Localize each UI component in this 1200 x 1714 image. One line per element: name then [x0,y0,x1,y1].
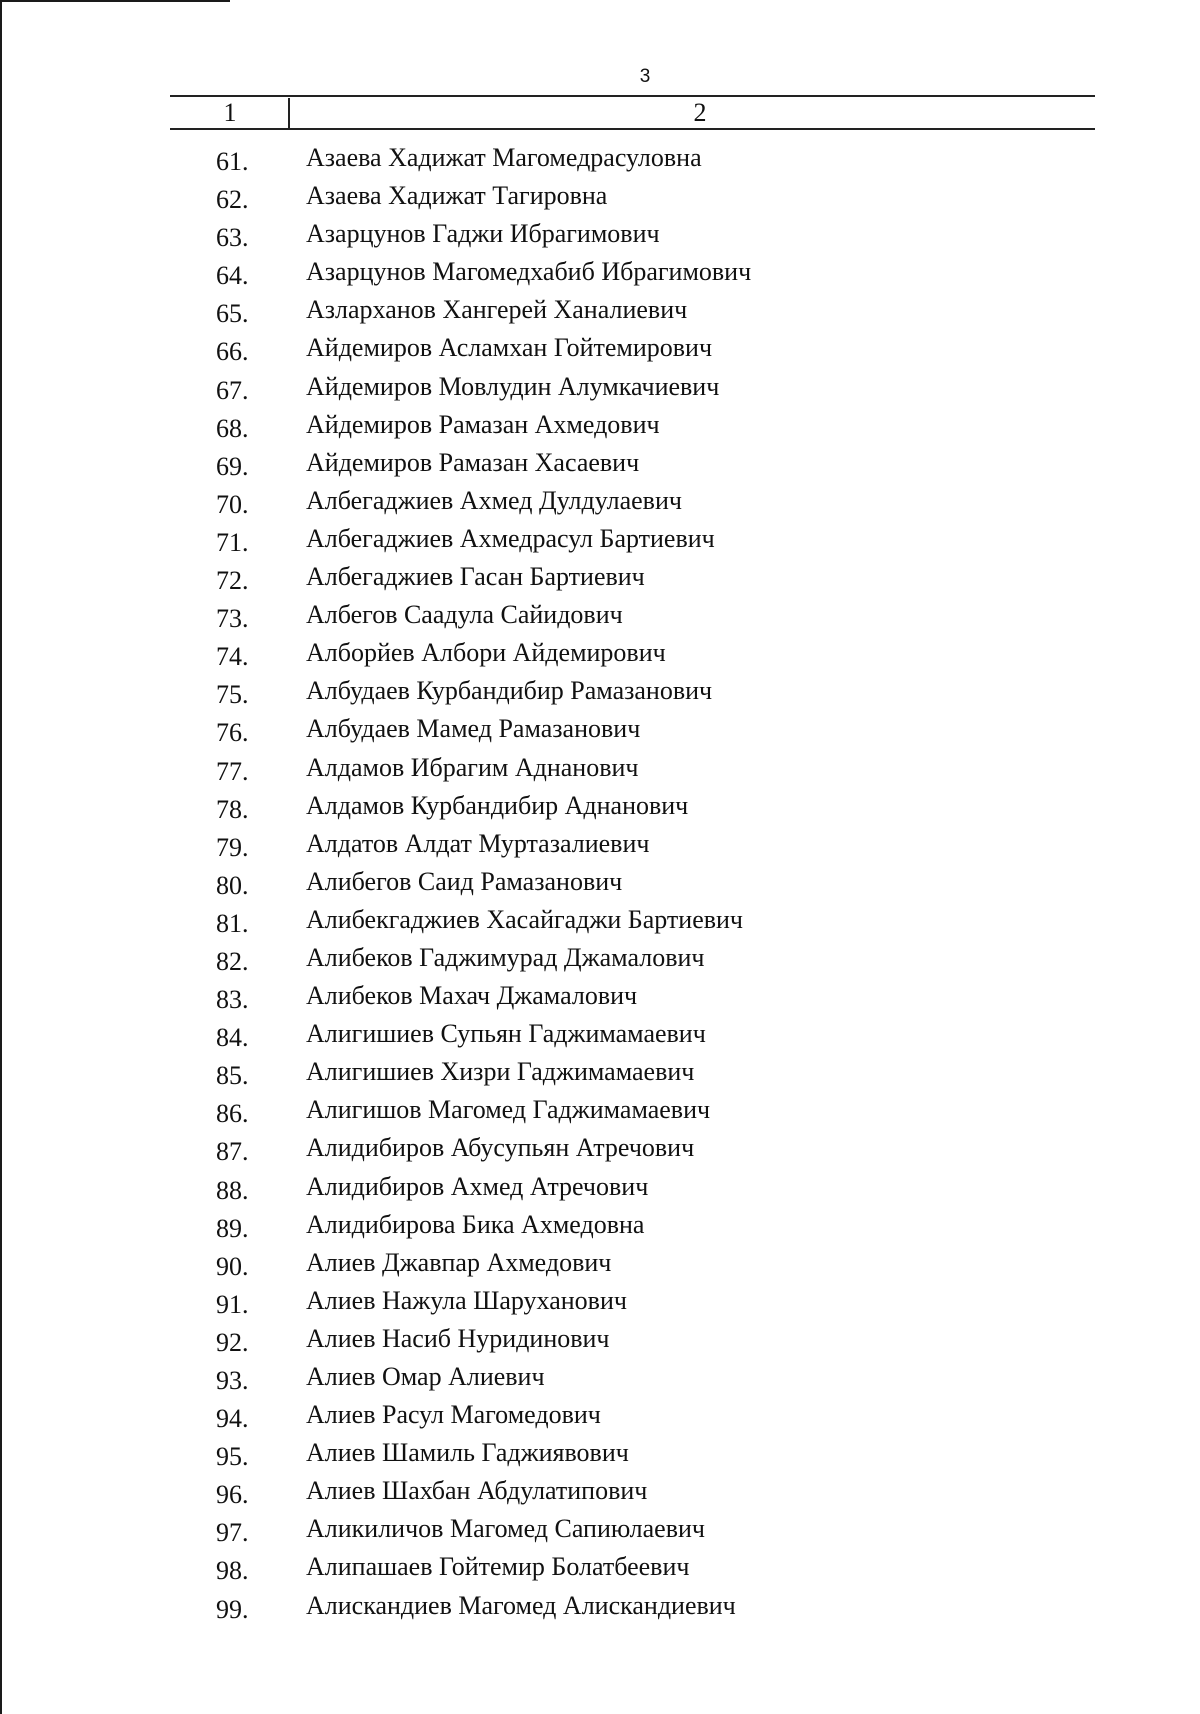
list-item [0,257,1200,295]
list-item-name: Алигишиев Хизри Гаджимамаевич [306,1057,695,1087]
list-item [0,1095,1200,1133]
list-item-name: Алибекгаджиев Хасайгаджи Бартиевич [306,904,743,934]
list-item-number: 85. [216,1061,249,1091]
list-item [0,1362,1200,1400]
list-item-name: Алибеков Махач Джамалович [306,981,638,1011]
list-item [0,714,1200,752]
list-item [0,1133,1200,1171]
list-item-number: 95. [216,1442,249,1472]
list-item [0,486,1200,524]
table-header-bottom-rule [170,128,1095,130]
list-item [0,143,1200,181]
list-item [0,333,1200,371]
list-item-number: 90. [216,1251,249,1281]
list-item-number: 69. [216,451,249,481]
list-item-number: 74. [216,642,249,672]
list-item-name: Алигишиев Супьян Гаджимамаевич [306,1019,706,1049]
list-item [0,1286,1200,1324]
list-item-name: Айдемиров Мовлудин Алумкачиевич [306,371,720,401]
list-item [0,905,1200,943]
list-item-name: Алдамов Курбандибир Аднанович [306,790,689,820]
list-item-name: Азарцунов Магомедхабиб Ибрагимович [306,257,752,287]
list-item-number: 86. [216,1099,249,1129]
list-item-name: Алипашаев Гойтемир Болатбеевич [306,1552,690,1582]
list-item [0,372,1200,410]
list-item [0,1210,1200,1248]
list-item-name: Айдемиров Асламхан Гойтемирович [306,333,713,363]
list-item [0,943,1200,981]
list-item-name: Албудаев Мамед Рамазанович [306,714,641,744]
list-item-name: Алдатов Алдат Муртазалиевич [306,828,650,858]
list-item-number: 99. [216,1594,249,1624]
list-item-name: Алигишов Магомед Гаджимамаевич [306,1095,711,1125]
list-item-number: 84. [216,1023,249,1053]
list-item [0,1019,1200,1057]
list-item-name: Айдемиров Рамазан Хасаевич [306,447,640,477]
list-item-number: 94. [216,1404,249,1434]
list-item-number: 78. [216,794,249,824]
list-item-number: 96. [216,1480,249,1510]
list-item [0,1476,1200,1514]
list-item-name: Аликиличов Магомед Сапиюлаевич [306,1514,705,1544]
list-item [0,1400,1200,1438]
list-item-number: 98. [216,1556,249,1586]
list-item [0,1172,1200,1210]
page-number: 3 [639,66,651,87]
list-item-name: Алискандиев Магомед Алискандиевич [306,1590,736,1620]
list-item [0,1591,1200,1629]
list-item-name: Алборйев Албори Айдемирович [306,638,666,668]
list-item-number: 97. [216,1518,249,1548]
list-item-name: Алиев Омар Алиевич [306,1362,545,1391]
list-item [0,867,1200,905]
list-item [0,981,1200,1019]
list-item-number: 80. [216,870,249,900]
list-item-name: Албегов Саадула Сайидович [306,600,623,630]
list-item-number: 70. [216,489,249,519]
list-item-number: 76. [216,718,249,748]
list-item-number: 92. [216,1327,249,1357]
list-item-name: Алидибиров Абусупьян Атречович [306,1133,695,1163]
list-item [0,638,1200,676]
list-item [0,1057,1200,1095]
list-item [0,410,1200,448]
list-item-name: Албегаджиев Ахмед Дулдулаевич [306,485,682,515]
list-item-name: Азаева Хадижат Тагировна [306,181,608,211]
list-item [0,1552,1200,1590]
list-item [0,524,1200,562]
list-item-number: 73. [216,604,249,634]
list-item-name: Алиев Насиб Нуридинович [306,1323,610,1353]
list-item-number: 66. [216,337,249,367]
list-item-number: 75. [216,680,249,710]
list-item-name: Айдемиров Рамазан Ахмедович [306,409,660,439]
list-item-name: Алиев Расул Магомедович [306,1400,601,1430]
list-item [0,791,1200,829]
list-item-name: Алдамов Ибрагим Аднанович [306,752,639,782]
list-item-name: Алидибирова Бика Ахмедовна [306,1209,645,1239]
list-item [0,219,1200,257]
list-item-number: 87. [216,1137,249,1167]
list-item-number: 67. [216,375,249,405]
list-item-name: Албегаджиев Гасан Бартиевич [306,562,645,592]
list-item-name: Албегаджиев Ахмедрасул Бартиевич [306,523,715,553]
list-item-number: 63. [216,223,249,253]
list-item [0,1514,1200,1552]
list-item-number: 71. [216,527,249,557]
table-header-top-rule [170,95,1095,97]
list-item [0,448,1200,486]
list-item-number: 77. [216,756,249,786]
list-item-number: 64. [216,261,249,291]
table-header-col-1: 1 [223,98,237,127]
name-list [0,143,1200,1629]
list-item-name: Алиев Шахбан Абдулатипович [306,1476,648,1506]
list-item-name: Алибегов Саид Рамазанович [306,866,623,896]
list-item-number: 72. [216,566,249,596]
list-item-number: 62. [216,185,249,215]
list-item-number: 83. [216,985,249,1015]
list-item-name: Азарцунов Гаджи Ибрагимович [306,219,660,249]
list-item-name: Албудаев Курбандибир Рамазанович [306,676,713,706]
list-item [0,676,1200,714]
list-item [0,562,1200,600]
list-item [0,753,1200,791]
list-item-number: 61. [216,147,249,176]
list-item-number: 79. [216,832,249,862]
list-item [0,295,1200,333]
list-item-number: 68. [216,413,249,443]
table-header-col-2: 2 [693,98,707,127]
list-item-name: Алиев Шамиль Гаджиявович [306,1438,629,1468]
list-item-name: Алиев Джавпар Ахмедович [306,1247,612,1277]
list-item-name: Азларханов Хангерей Ханалиевич [306,295,688,325]
list-item-name: Азаева Хадижат Магомедрасуловна [306,143,702,172]
list-item-number: 89. [216,1213,249,1243]
list-item-number: 93. [216,1366,249,1395]
list-item-name: Алибеков Гаджимурад Джамалович [306,942,705,972]
table-header-divider [288,98,290,128]
list-item [0,829,1200,867]
list-item [0,600,1200,638]
list-item [0,1438,1200,1476]
list-item-number: 82. [216,946,249,976]
list-item-number: 65. [216,299,249,329]
list-item-number: 91. [216,1289,249,1319]
list-item [0,1248,1200,1286]
list-item-name: Алидибиров Ахмед Атречович [306,1171,649,1201]
list-item-number: 88. [216,1175,249,1205]
list-item [0,1324,1200,1362]
scan-edge-top [0,0,230,2]
list-item [0,181,1200,219]
list-item-name: Алиев Нажула Шаруханович [306,1285,627,1315]
list-item-number: 81. [216,908,249,938]
